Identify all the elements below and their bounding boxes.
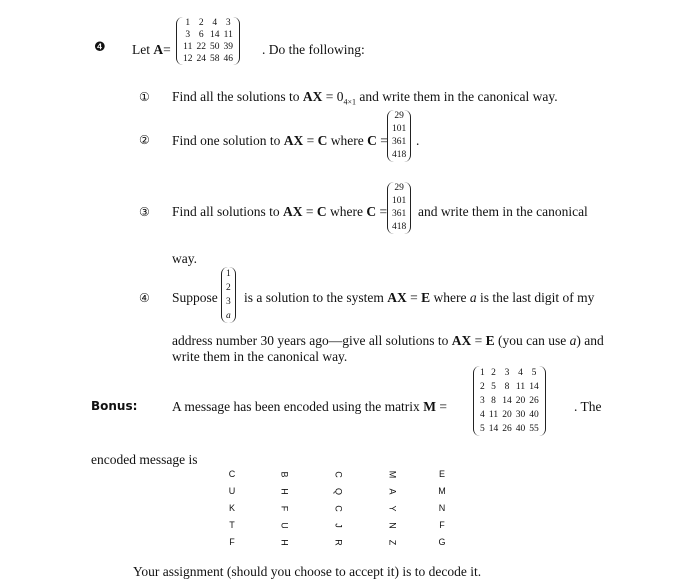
q4-eq: AX <box>387 290 407 305</box>
encoded-letter: M <box>387 470 398 479</box>
q3-vector-entry: 101 <box>392 196 407 206</box>
q3-text <box>172 204 387 220</box>
q1-eq: AX <box>302 89 323 104</box>
q4-post3: is the last digit of my <box>476 290 595 305</box>
matrix-M-cell: 4 <box>518 368 523 378</box>
q4-vector-entry: 2 <box>226 283 231 293</box>
encoded-letter: F <box>229 537 235 547</box>
encoded-column <box>328 466 348 551</box>
q2-c: C <box>317 133 328 148</box>
matrix-M-cell: 55 <box>529 424 539 434</box>
q2-eqs: = <box>376 133 388 148</box>
q4-line3: write them in the canonical way. <box>172 349 348 364</box>
matrix-M-cell: 11 <box>515 382 526 392</box>
q4-a: a <box>469 290 477 305</box>
bonus-text <box>172 399 447 415</box>
bonus-text-body: A message has been encoded using the matrix <box>172 399 424 414</box>
matrix-M-cell: 5 <box>480 424 485 434</box>
q2-vector-entry: 29 <box>394 111 404 121</box>
q2-eq: AX <box>283 133 304 148</box>
problem-intro <box>132 42 171 58</box>
q2-vector-entry: 101 <box>392 124 407 134</box>
q2-number: ② <box>139 133 150 147</box>
matrix-M-cell: 5 <box>491 382 496 392</box>
encoded-letter: F <box>439 520 445 530</box>
q1-sub: 4×1 <box>343 97 357 107</box>
matrix-A-cell: 3 <box>185 30 191 40</box>
q3-eq: AX <box>283 204 303 219</box>
matrix-M-cell: 11 <box>488 410 499 420</box>
q2-pre: Find one solution to <box>172 133 284 148</box>
encoded-letter: M <box>438 486 446 496</box>
q4-eq2: AX <box>451 333 472 348</box>
q3-c: C <box>316 204 327 219</box>
encoded-letter: Q <box>333 487 344 495</box>
matrix-M-cell: 8 <box>491 396 496 406</box>
matrix-M-cell: 2 <box>480 382 485 392</box>
q3-cont: way. <box>172 251 197 266</box>
matrix-M-cell: 2 <box>491 368 496 378</box>
matrix-M-symbol: M <box>423 399 436 414</box>
matrix-A-cell: 58 <box>210 54 220 64</box>
q1-pre: Find all the solutions to <box>172 89 303 104</box>
q2-where: where <box>327 133 368 148</box>
matrix-A-cell: 1 <box>185 18 191 28</box>
matrix-M-cell: 40 <box>515 424 526 434</box>
q3-eqs: = <box>376 204 388 219</box>
q2-vector-C <box>392 110 406 162</box>
matrix-A-cell: 39 <box>223 42 233 52</box>
matrix-A-cell: 11 <box>223 30 233 40</box>
matrix-M-cell: 20 <box>515 396 526 406</box>
q3-post: and write them in the canonical <box>418 204 588 219</box>
q3-number: ③ <box>139 205 150 219</box>
q3-where: where <box>326 204 367 219</box>
bonus-label: Bonus: <box>91 399 138 413</box>
matrix-M-cell: 26 <box>529 396 539 406</box>
q3-vector-entry: 361 <box>392 209 407 219</box>
q4-vector-entry: 3 <box>226 297 231 307</box>
matrix-M-cell: 30 <box>515 410 526 420</box>
q2-text <box>172 133 388 149</box>
q1-number: ① <box>139 90 150 104</box>
encoded-column <box>382 466 402 551</box>
do-following-text: . Do the following: <box>262 42 365 57</box>
matrix-M-cell: 1 <box>480 368 485 378</box>
encoded-letter: Y <box>387 505 398 512</box>
encoded-letter: Z <box>387 539 398 546</box>
matrix-M-cell: 5 <box>531 368 537 378</box>
matrix-A-cell: 50 <box>210 42 220 52</box>
encoded-letter: C <box>333 505 344 512</box>
matrix-M-cell: 14 <box>502 396 512 406</box>
q4-pre: Suppose <box>172 290 218 305</box>
q4-vector <box>226 267 231 323</box>
let-label: Let <box>132 42 150 57</box>
q1-text <box>172 89 558 107</box>
q3-mid: = <box>302 204 317 219</box>
q4-e2: E <box>485 333 495 348</box>
q3-vector-C <box>392 182 406 234</box>
bonus-eq: = <box>435 399 447 414</box>
matrix-A <box>181 17 235 65</box>
q2-vector-entry: 361 <box>392 137 407 147</box>
q4-post1: is a solution to the system <box>244 290 388 305</box>
q4-line1 <box>244 290 594 306</box>
encoded-column <box>222 466 242 551</box>
matrix-M-cell: 14 <box>488 424 499 434</box>
q1-mid: = 0 <box>322 89 344 104</box>
q2-c2: C <box>367 133 377 148</box>
q4-line2b: (you can use <box>494 333 570 348</box>
encoded-column <box>274 466 294 551</box>
bonus-after: . The <box>574 399 602 414</box>
q4-e: E <box>421 290 431 305</box>
matrix-A-cell: 22 <box>196 42 206 52</box>
matrix-A-symbol: A <box>153 42 164 57</box>
q3-c2: C <box>366 204 377 219</box>
matrix-M <box>478 366 541 436</box>
encoded-letter: E <box>438 469 445 479</box>
encoded-letter: U <box>228 486 236 496</box>
encoded-letter: N <box>438 503 446 513</box>
matrix-A-cell: 12 <box>183 54 193 64</box>
q4-post2: where <box>430 290 470 305</box>
encoded-letter: G <box>438 537 446 547</box>
q3-vector-entry: 418 <box>392 222 407 232</box>
matrix-M-cell: 3 <box>504 368 510 378</box>
encoded-letter: C <box>228 469 236 479</box>
q4-line2c: ) and <box>576 333 604 348</box>
encoded-column <box>432 466 452 551</box>
q3-pre: Find all solutions to <box>172 204 284 219</box>
matrix-A-cell: 6 <box>198 30 204 40</box>
q4-mid2: = <box>471 333 486 348</box>
matrix-A-cell: 46 <box>223 54 233 64</box>
q1-post: and write them in the canonical way. <box>356 89 558 104</box>
encoded-letter: F <box>279 505 290 512</box>
encoded-letter: K <box>228 503 235 513</box>
q4-line2a: address number 30 years ago—give all solutions to <box>172 333 452 348</box>
matrix-M-cell: 40 <box>529 410 539 420</box>
q2-mid: = <box>303 133 318 148</box>
matrix-M-cell: 8 <box>504 382 510 392</box>
encoded-letter: U <box>279 522 290 529</box>
q4-a2: a <box>569 333 577 348</box>
matrix-A-cell: 24 <box>196 54 206 64</box>
equals-sign: = <box>163 42 171 57</box>
matrix-A-cell: 4 <box>212 18 218 28</box>
matrix-A-cell: 2 <box>198 18 204 28</box>
problem-marker: ❹ <box>94 40 106 55</box>
encoded-letter: H <box>279 488 290 495</box>
matrix-M-cell: 20 <box>502 410 512 420</box>
encoded-letter: H <box>279 539 290 546</box>
q4-mid: = <box>406 290 422 305</box>
q4-vector-entry: a <box>226 311 231 321</box>
matrix-A-cell: 11 <box>183 42 193 52</box>
q4-number: ④ <box>139 291 150 305</box>
q4-line2 <box>172 333 604 349</box>
q2-end: . <box>416 133 420 148</box>
q4-vector-entry: 1 <box>226 269 231 279</box>
encoded-letter: B <box>279 471 290 478</box>
matrix-M-cell: 14 <box>529 382 539 392</box>
footer-text: Your assignment (should you choose to accept it) is to decode it. <box>133 564 482 579</box>
encoded-label: encoded message is <box>91 452 198 467</box>
encoded-letter: J <box>333 523 344 528</box>
encoded-letter: T <box>229 520 235 530</box>
encoded-letter: A <box>387 488 398 495</box>
q2-vector-entry: 418 <box>392 150 407 160</box>
matrix-A-cell: 3 <box>225 18 231 28</box>
matrix-M-cell: 26 <box>502 424 512 434</box>
q3-vector-entry: 29 <box>394 183 404 193</box>
matrix-A-cell: 14 <box>210 30 220 40</box>
encoded-letter: C <box>333 471 344 478</box>
matrix-M-cell: 3 <box>480 396 485 406</box>
matrix-M-cell: 4 <box>480 410 485 420</box>
encoded-letter: N <box>387 522 398 529</box>
encoded-letter: R <box>333 539 344 546</box>
